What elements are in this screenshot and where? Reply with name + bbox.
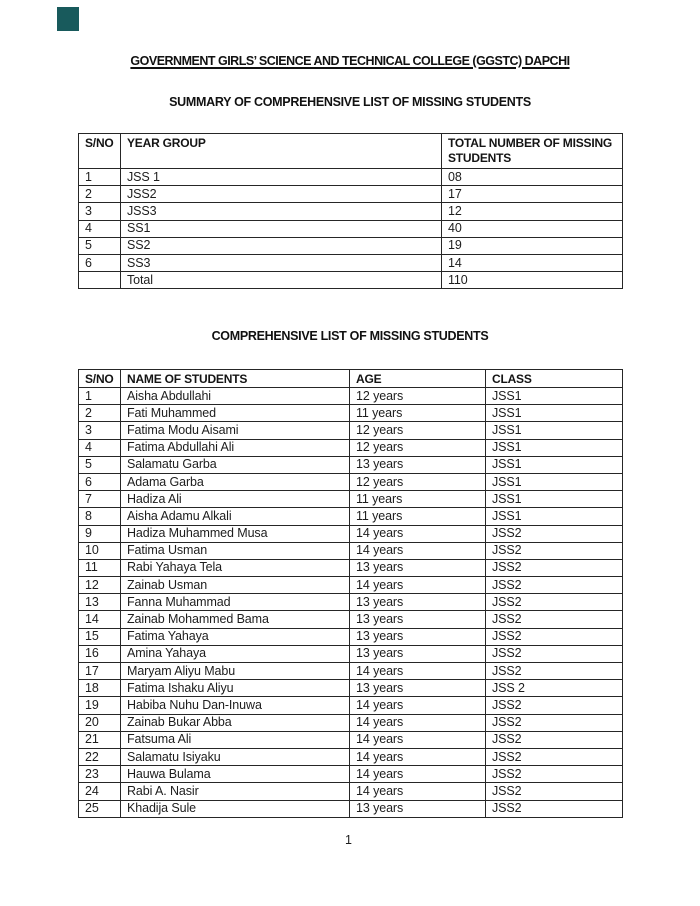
table-cell: 11	[79, 559, 121, 576]
table-row	[79, 525, 623, 542]
table-cell: JSS2	[486, 645, 623, 662]
table-cell: JSS1	[486, 456, 623, 473]
table-row	[79, 783, 623, 800]
table-cell: JSS2	[486, 800, 623, 817]
table-cell: 14 years	[350, 783, 486, 800]
table-row	[79, 254, 623, 271]
column-header: CLASS	[486, 370, 623, 388]
table-cell: JSS2	[486, 525, 623, 542]
table-cell: SS1	[121, 220, 442, 237]
table-cell: Amina Yahaya	[121, 645, 350, 662]
table-cell: 14 years	[350, 748, 486, 765]
table-cell: 20	[79, 714, 121, 731]
table-cell: 21	[79, 731, 121, 748]
table-cell: 4	[79, 220, 121, 237]
table-cell: 18	[79, 680, 121, 697]
table-cell: JSS2	[486, 542, 623, 559]
summary-table	[78, 133, 623, 289]
table-row	[79, 422, 623, 439]
table-cell: 25	[79, 800, 121, 817]
table-cell: 14 years	[350, 542, 486, 559]
table-row	[79, 203, 623, 220]
table-cell: 2	[79, 405, 121, 422]
table-row	[79, 186, 623, 203]
table-cell: 11 years	[350, 491, 486, 508]
table-cell: 14	[79, 611, 121, 628]
table-cell: 13 years	[350, 628, 486, 645]
table-cell: Zainab Bukar Abba	[121, 714, 350, 731]
table-cell: JSS 1	[121, 169, 442, 186]
table-cell: JSS2	[486, 766, 623, 783]
table-row	[79, 456, 623, 473]
table-cell: JSS1	[486, 491, 623, 508]
table-cell: 14 years	[350, 714, 486, 731]
table-cell: 9	[79, 525, 121, 542]
table-row	[79, 680, 623, 697]
table-cell: JSS1	[486, 405, 623, 422]
table-cell: 5	[79, 237, 121, 254]
column-header: AGE	[350, 370, 486, 388]
table-cell: 4	[79, 439, 121, 456]
table-row	[79, 714, 623, 731]
table-cell: 13 years	[350, 559, 486, 576]
table-cell: 08	[442, 169, 623, 186]
table-cell: 13 years	[350, 456, 486, 473]
table-cell: JSS2	[486, 748, 623, 765]
table-row	[79, 611, 623, 628]
table-cell: JSS2	[486, 663, 623, 680]
table-cell: 7	[79, 491, 121, 508]
table-row	[79, 594, 623, 611]
document-title: GOVERNMENT GIRLS’ SCIENCE AND TECHNICAL COLLEGE (GGSTC) DAPCHI	[130, 54, 570, 68]
table-cell: 10	[79, 542, 121, 559]
table-cell: 14 years	[350, 525, 486, 542]
table-cell: 13 years	[350, 645, 486, 662]
table-cell: Aisha Adamu Alkali	[121, 508, 350, 525]
table-cell: 24	[79, 783, 121, 800]
table-cell: Fatima Modu Aisami	[121, 422, 350, 439]
table-row	[79, 645, 623, 662]
table-row	[79, 628, 623, 645]
table-cell: 12 years	[350, 422, 486, 439]
table-cell: Maryam Aliyu Mabu	[121, 663, 350, 680]
table-cell: Zainab Mohammed Bama	[121, 611, 350, 628]
table-cell: Fatima Yahaya	[121, 628, 350, 645]
table-cell: 17	[442, 186, 623, 203]
column-header: S/NO	[79, 134, 121, 169]
table-cell: 11 years	[350, 405, 486, 422]
table-cell: JSS2	[486, 611, 623, 628]
students-table	[78, 369, 623, 818]
table-cell: Hauwa Bulama	[121, 766, 350, 783]
column-header: YEAR GROUP	[121, 134, 442, 169]
table-cell: 5	[79, 456, 121, 473]
table-cell: 11 years	[350, 508, 486, 525]
table-cell: JSS2	[486, 559, 623, 576]
table-cell: 17	[79, 663, 121, 680]
table-cell: JSS2	[486, 783, 623, 800]
column-header: NAME OF STUDENTS	[121, 370, 350, 388]
table-row	[79, 439, 623, 456]
table-cell: JSS1	[486, 473, 623, 490]
table-cell: Hadiza Ali	[121, 491, 350, 508]
table-row	[79, 766, 623, 783]
page-number: 1	[345, 833, 352, 847]
table-cell: 14 years	[350, 731, 486, 748]
table-cell: 13 years	[350, 611, 486, 628]
table-cell: Aisha Abdullahi	[121, 388, 350, 405]
table-row	[79, 559, 623, 576]
comprehensive-list-heading: COMPREHENSIVE LIST OF MISSING STUDENTS	[211, 329, 489, 343]
table-row	[79, 491, 623, 508]
table-cell: Adama Garba	[121, 473, 350, 490]
summary-section-heading: SUMMARY OF COMPREHENSIVE LIST OF MISSING STUDENTS	[169, 95, 531, 109]
table-cell: 13 years	[350, 680, 486, 697]
table-cell: 19	[79, 697, 121, 714]
table-cell: 23	[79, 766, 121, 783]
table-row	[79, 169, 623, 186]
table-cell: 8	[79, 508, 121, 525]
table-cell: JSS2	[121, 186, 442, 203]
table-cell: Fati Muhammed	[121, 405, 350, 422]
table-cell: 1	[79, 388, 121, 405]
table-cell: JSS1	[486, 422, 623, 439]
table-cell: 16	[79, 645, 121, 662]
table-cell: Rabi A. Nasir	[121, 783, 350, 800]
table-cell: JSS2	[486, 731, 623, 748]
table-cell: 12 years	[350, 388, 486, 405]
table-cell: 14 years	[350, 697, 486, 714]
table-row	[79, 237, 623, 254]
header-row	[79, 134, 623, 169]
table-cell: JSS 2	[486, 680, 623, 697]
table-cell: JSS2	[486, 628, 623, 645]
table-cell: 6	[79, 473, 121, 490]
table-cell: Fatima Usman	[121, 542, 350, 559]
table-cell: 110	[442, 272, 623, 289]
table-row	[79, 220, 623, 237]
table-cell: Fatsuma Ali	[121, 731, 350, 748]
table-cell: Fanna Muhammad	[121, 594, 350, 611]
column-header: TOTAL NUMBER OF MISSING STUDENTS	[442, 134, 623, 169]
table-row	[79, 800, 623, 817]
table-row	[79, 508, 623, 525]
table-cell: JSS1	[486, 439, 623, 456]
table-cell: 6	[79, 254, 121, 271]
table-row	[79, 473, 623, 490]
table-cell: 15	[79, 628, 121, 645]
corner-mark	[57, 7, 79, 31]
table-cell: Habiba Nuhu Dan-Inuwa	[121, 697, 350, 714]
table-cell: 12 years	[350, 473, 486, 490]
table-cell: SS2	[121, 237, 442, 254]
table-cell: JSS3	[121, 203, 442, 220]
table-cell: 40	[442, 220, 623, 237]
table-cell: 1	[79, 169, 121, 186]
table-row	[79, 542, 623, 559]
table-row	[79, 663, 623, 680]
table-cell: 22	[79, 748, 121, 765]
table-cell	[79, 272, 121, 289]
table-cell: 13 years	[350, 800, 486, 817]
table-cell: 14 years	[350, 663, 486, 680]
header-row	[79, 370, 623, 388]
table-row	[79, 748, 623, 765]
table-cell: 13 years	[350, 594, 486, 611]
table-cell: JSS2	[486, 714, 623, 731]
table-cell: Fatima Abdullahi Ali	[121, 439, 350, 456]
table-cell: Zainab Usman	[121, 577, 350, 594]
table-row	[79, 388, 623, 405]
table-cell: SS3	[121, 254, 442, 271]
table-cell: 14 years	[350, 766, 486, 783]
table-cell: Salamatu Isiyaku	[121, 748, 350, 765]
table-cell: Hadiza Muhammed Musa	[121, 525, 350, 542]
table-cell: JSS2	[486, 577, 623, 594]
table-cell: 14 years	[350, 577, 486, 594]
table-cell: JSS1	[486, 508, 623, 525]
table-cell: 13	[79, 594, 121, 611]
table-cell: Total	[121, 272, 442, 289]
table-row	[79, 577, 623, 594]
table-cell: 12 years	[350, 439, 486, 456]
table-cell: 14	[442, 254, 623, 271]
table-cell: JSS2	[486, 697, 623, 714]
table-row	[79, 405, 623, 422]
table-cell: 12	[442, 203, 623, 220]
table-cell: 3	[79, 422, 121, 439]
column-header: S/NO	[79, 370, 121, 388]
table-cell: JSS1	[486, 388, 623, 405]
table-row	[79, 731, 623, 748]
table-cell: Khadija Sule	[121, 800, 350, 817]
table-cell: 12	[79, 577, 121, 594]
table-cell: 19	[442, 237, 623, 254]
table-cell: Fatima Ishaku Aliyu	[121, 680, 350, 697]
table-cell: Salamatu Garba	[121, 456, 350, 473]
table-cell: 3	[79, 203, 121, 220]
table-row	[79, 272, 623, 289]
table-cell: JSS2	[486, 594, 623, 611]
table-cell: 2	[79, 186, 121, 203]
table-row	[79, 697, 623, 714]
table-cell: Rabi Yahaya Tela	[121, 559, 350, 576]
